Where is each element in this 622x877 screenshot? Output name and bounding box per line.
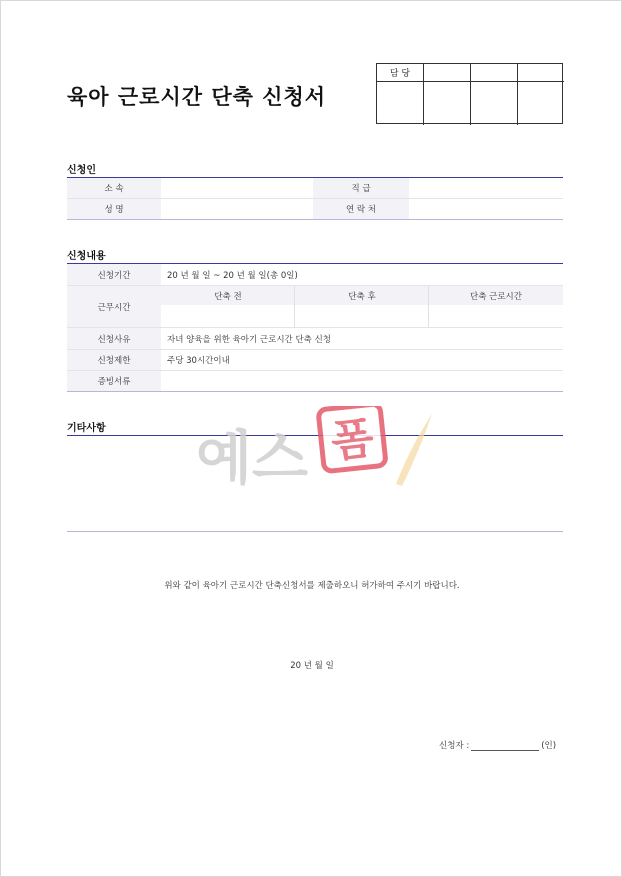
watermark-text: 예스 [196,424,309,492]
after-label: 단축 후 [295,286,429,305]
contact-field[interactable] [409,199,563,219]
period-label: 신청기간 [67,264,161,285]
section-bottom-rule [67,531,563,532]
statement-text: 위와 같이 육아기 근로시간 단축신청서를 제출하오니 허가하여 주시기 바랍니다. [164,581,460,591]
after-hours-field[interactable] [295,305,429,327]
section-bottom-rule [67,219,563,220]
other-section-label: 기타사항 [67,423,106,434]
seal-mark: (인) [541,741,557,751]
approval-header-cell [424,64,471,82]
approval-sign-cell [471,82,518,125]
applicant-section-label: 신청인 [67,165,96,176]
reason-label: 신청사유 [67,328,161,349]
reason-value: 자녀 양육을 위한 육아기 근로시간 단축 신청 [167,334,332,345]
contact-label: 연 락 처 [313,199,409,219]
docs-field[interactable] [161,371,563,391]
signature-field[interactable] [471,741,539,751]
reduced-hours-label: 단축 근로시간 [429,286,563,305]
page-title: 육아 근로시간 단축 신청서 [67,85,327,109]
watermark-stamp: 폼 [328,412,377,468]
position-label: 직 급 [313,178,409,198]
affiliation-label: 소 속 [67,178,161,198]
docs-label: 증빙서류 [67,371,161,391]
date-line: 20 년 월 일 [290,661,334,671]
name-label: 성 명 [67,199,161,219]
before-hours-field[interactable] [161,305,295,327]
name-field[interactable] [161,199,313,219]
section-bottom-rule [67,391,563,392]
approval-box [376,63,563,124]
hours-label: 근무시간 [67,286,161,327]
approval-header-cell [471,64,518,82]
approval-sign-cell [377,82,424,125]
period-value: 20 년 월 일 ~ 20 년 월 일(총 0일) [167,270,298,281]
watermark-logo [196,406,436,496]
signature-line [439,739,556,751]
request-section-label: 신청내용 [67,251,106,262]
before-label: 단축 전 [161,286,295,305]
signature-label: 신청자 : [439,741,470,751]
limit-label: 신청제한 [67,350,161,370]
approval-header: 담 당 [377,64,424,82]
reduced-hours-field[interactable] [429,305,563,327]
approval-header-cell [518,64,564,82]
position-field[interactable] [409,178,563,198]
approval-sign-cell [424,82,471,125]
approval-sign-cell [518,82,564,125]
limit-value: 주당 30시간이내 [167,356,230,366]
